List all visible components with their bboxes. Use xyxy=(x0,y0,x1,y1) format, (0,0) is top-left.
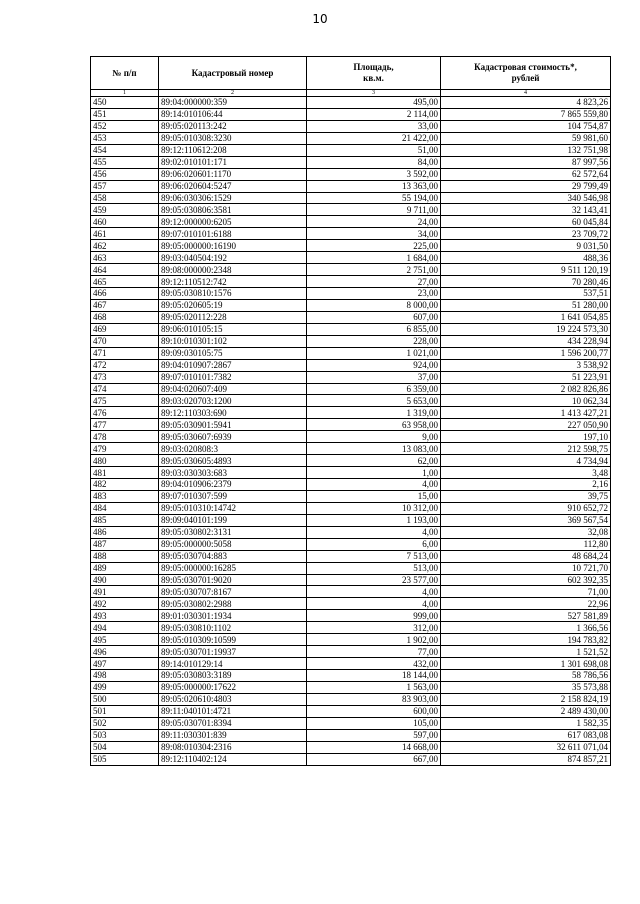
column-number: 4 xyxy=(441,90,611,97)
table-row xyxy=(91,574,611,586)
cadastral-number-cell: 89:05:030701:9020 xyxy=(159,574,307,586)
cost-cell: 3 538,92 xyxy=(441,359,611,371)
cadastral-number-cell: 89:07:010307:599 xyxy=(159,490,307,502)
area-cell: 432,00 xyxy=(307,658,441,670)
cost-cell: 2 489 430,00 xyxy=(441,705,611,717)
cost-cell: 58 786,56 xyxy=(441,670,611,682)
row-number-cell: 479 xyxy=(91,443,159,455)
area-cell: 1 684,00 xyxy=(307,252,441,264)
cadastral-number-cell: 89:05:010310:14742 xyxy=(159,502,307,514)
table-row xyxy=(91,299,611,311)
header-area xyxy=(307,57,441,90)
row-number-cell: 468 xyxy=(91,311,159,323)
table-row xyxy=(91,598,611,610)
area-cell: 13 363,00 xyxy=(307,180,441,192)
area-cell: 7 513,00 xyxy=(307,550,441,562)
table-row xyxy=(91,407,611,419)
cadastral-number-cell: 89:06:020601:1170 xyxy=(159,168,307,180)
area-cell: 312,00 xyxy=(307,622,441,634)
area-cell: 924,00 xyxy=(307,359,441,371)
cadastral-number-cell: 89:12:110303:690 xyxy=(159,407,307,419)
table-row xyxy=(91,371,611,383)
cost-cell: 369 567,54 xyxy=(441,514,611,526)
table-row xyxy=(91,550,611,562)
table-row xyxy=(91,658,611,670)
table-row xyxy=(91,335,611,347)
cost-cell: 9 511 120,19 xyxy=(441,264,611,276)
table-body xyxy=(91,97,611,766)
row-number-cell: 501 xyxy=(91,705,159,717)
cost-cell: 29 799,49 xyxy=(441,180,611,192)
table-row xyxy=(91,323,611,335)
table-row xyxy=(91,586,611,598)
table-row xyxy=(91,479,611,491)
area-cell: 495,00 xyxy=(307,97,441,109)
row-number-cell: 476 xyxy=(91,407,159,419)
cadastral-number-cell: 89:05:000000:16190 xyxy=(159,240,307,252)
row-number-cell: 494 xyxy=(91,622,159,634)
area-cell: 2 114,00 xyxy=(307,108,441,120)
area-cell: 3 592,00 xyxy=(307,168,441,180)
row-number-cell: 465 xyxy=(91,276,159,288)
cadastral-table xyxy=(90,56,611,766)
row-number-cell: 450 xyxy=(91,97,159,109)
cadastral-number-cell: 89:05:020605:19 xyxy=(159,299,307,311)
area-cell: 1 193,00 xyxy=(307,514,441,526)
header-cost xyxy=(441,57,611,90)
cadastral-number-cell: 89:10:010301:102 xyxy=(159,335,307,347)
area-cell: 513,00 xyxy=(307,562,441,574)
table-row xyxy=(91,240,611,252)
cost-cell: 1 582,35 xyxy=(441,717,611,729)
area-cell: 2 751,00 xyxy=(307,264,441,276)
header-area-line1: Площадь, xyxy=(353,62,394,72)
cost-cell: 112,80 xyxy=(441,538,611,550)
row-number-cell: 470 xyxy=(91,335,159,347)
table-row xyxy=(91,514,611,526)
area-cell: 27,00 xyxy=(307,276,441,288)
area-cell: 6 359,00 xyxy=(307,383,441,395)
cadastral-number-cell: 89:06:030306:1529 xyxy=(159,192,307,204)
row-number-cell: 473 xyxy=(91,371,159,383)
table-row xyxy=(91,741,611,753)
table-row xyxy=(91,264,611,276)
row-number-cell: 451 xyxy=(91,108,159,120)
table-row xyxy=(91,419,611,431)
cost-cell: 527 581,89 xyxy=(441,610,611,622)
table-row xyxy=(91,347,611,359)
area-cell: 18 144,00 xyxy=(307,670,441,682)
cost-cell: 1 366,56 xyxy=(441,622,611,634)
cadastral-number-cell: 89:06:020604:5247 xyxy=(159,180,307,192)
area-cell: 225,00 xyxy=(307,240,441,252)
area-cell: 4,00 xyxy=(307,598,441,610)
cadastral-number-cell: 89:03:020703:1200 xyxy=(159,395,307,407)
table-row xyxy=(91,144,611,156)
row-number-cell: 496 xyxy=(91,646,159,658)
table-row xyxy=(91,705,611,717)
cost-cell: 1 521,52 xyxy=(441,646,611,658)
area-cell: 13 083,00 xyxy=(307,443,441,455)
cost-cell: 7 865 559,80 xyxy=(441,108,611,120)
cost-cell: 434 228,94 xyxy=(441,335,611,347)
table-row xyxy=(91,252,611,264)
area-cell: 4,00 xyxy=(307,586,441,598)
row-number-cell: 460 xyxy=(91,216,159,228)
column-number: 3 xyxy=(307,90,441,97)
row-number-cell: 466 xyxy=(91,288,159,300)
row-number-cell: 461 xyxy=(91,228,159,240)
table-row xyxy=(91,168,611,180)
table-row xyxy=(91,753,611,765)
cost-cell: 910 652,72 xyxy=(441,502,611,514)
cost-cell: 60 045,84 xyxy=(441,216,611,228)
area-cell: 83 903,00 xyxy=(307,693,441,705)
cadastral-number-cell: 89:05:030802:2988 xyxy=(159,598,307,610)
table-row xyxy=(91,120,611,132)
area-cell: 37,00 xyxy=(307,371,441,383)
row-number-cell: 454 xyxy=(91,144,159,156)
table-row xyxy=(91,132,611,144)
cadastral-number-cell: 89:12:110512:742 xyxy=(159,276,307,288)
column-number: 2 xyxy=(159,90,307,97)
cost-cell: 32,08 xyxy=(441,526,611,538)
area-cell: 9,00 xyxy=(307,431,441,443)
row-number-cell: 487 xyxy=(91,538,159,550)
row-number-cell: 488 xyxy=(91,550,159,562)
row-number-cell: 495 xyxy=(91,634,159,646)
row-number-cell: 463 xyxy=(91,252,159,264)
row-number-cell: 498 xyxy=(91,670,159,682)
cost-cell: 1 641 054,85 xyxy=(441,311,611,323)
cost-cell: 340 546,98 xyxy=(441,192,611,204)
cadastral-number-cell: 89:05:030806:3581 xyxy=(159,204,307,216)
area-cell: 5 653,00 xyxy=(307,395,441,407)
area-cell: 999,00 xyxy=(307,610,441,622)
cost-cell: 3,48 xyxy=(441,467,611,479)
cadastral-number-cell: 89:04:020607:409 xyxy=(159,383,307,395)
area-cell: 62,00 xyxy=(307,455,441,467)
cost-cell: 48 684,24 xyxy=(441,550,611,562)
table-row xyxy=(91,670,611,682)
cost-cell: 59 981,60 xyxy=(441,132,611,144)
row-number-cell: 456 xyxy=(91,168,159,180)
area-cell: 77,00 xyxy=(307,646,441,658)
table-row xyxy=(91,383,611,395)
cadastral-number-cell: 89:02:010101:171 xyxy=(159,156,307,168)
table-row xyxy=(91,622,611,634)
cadastral-number-cell: 89:05:030803:3189 xyxy=(159,670,307,682)
cost-cell: 1 301 698,08 xyxy=(441,658,611,670)
row-number-cell: 484 xyxy=(91,502,159,514)
cadastral-number-cell: 89:05:030901:5941 xyxy=(159,419,307,431)
cadastral-number-cell: 89:05:020113:242 xyxy=(159,120,307,132)
area-cell: 6,00 xyxy=(307,538,441,550)
row-number-cell: 464 xyxy=(91,264,159,276)
table-row xyxy=(91,156,611,168)
cost-cell: 22,96 xyxy=(441,598,611,610)
area-cell: 1 902,00 xyxy=(307,634,441,646)
cadastral-number-cell: 89:05:010308:3230 xyxy=(159,132,307,144)
table-row xyxy=(91,431,611,443)
area-cell: 23,00 xyxy=(307,288,441,300)
area-cell: 597,00 xyxy=(307,729,441,741)
cost-cell: 35 573,88 xyxy=(441,681,611,693)
cost-cell: 194 783,82 xyxy=(441,634,611,646)
row-number-cell: 486 xyxy=(91,526,159,538)
area-cell: 105,00 xyxy=(307,717,441,729)
area-cell: 24,00 xyxy=(307,216,441,228)
area-cell: 6 855,00 xyxy=(307,323,441,335)
table-row xyxy=(91,646,611,658)
cost-cell: 602 392,35 xyxy=(441,574,611,586)
row-number-cell: 503 xyxy=(91,729,159,741)
cost-cell: 227 050,90 xyxy=(441,419,611,431)
cost-cell: 2,16 xyxy=(441,479,611,491)
cadastral-number-cell: 89:08:010304:2316 xyxy=(159,741,307,753)
header-cost-line1: Кадастровая стоимость*, xyxy=(474,62,577,72)
area-cell: 23 577,00 xyxy=(307,574,441,586)
area-cell: 667,00 xyxy=(307,753,441,765)
table-row xyxy=(91,443,611,455)
cadastral-number-cell: 89:11:030301:839 xyxy=(159,729,307,741)
table-row xyxy=(91,538,611,550)
area-cell: 1 563,00 xyxy=(307,681,441,693)
header-cadastral: Кадастровый номер xyxy=(159,57,307,90)
cost-cell: 874 857,21 xyxy=(441,753,611,765)
table-row xyxy=(91,502,611,514)
row-number-cell: 455 xyxy=(91,156,159,168)
area-cell: 10 312,00 xyxy=(307,502,441,514)
row-number-cell: 457 xyxy=(91,180,159,192)
cost-cell: 132 751,98 xyxy=(441,144,611,156)
header-area-line2: кв.м. xyxy=(363,73,384,83)
cadastral-number-cell: 89:05:030810:1576 xyxy=(159,288,307,300)
row-number-cell: 490 xyxy=(91,574,159,586)
cadastral-number-cell: 89:04:010906:2379 xyxy=(159,479,307,491)
row-number-cell: 467 xyxy=(91,299,159,311)
cadastral-number-cell: 89:03:030303:683 xyxy=(159,467,307,479)
row-number-cell: 458 xyxy=(91,192,159,204)
cost-cell: 39,75 xyxy=(441,490,611,502)
table-row xyxy=(91,729,611,741)
row-number-cell: 472 xyxy=(91,359,159,371)
cost-cell: 51 280,00 xyxy=(441,299,611,311)
cadastral-number-cell: 89:05:000000:17622 xyxy=(159,681,307,693)
table-row xyxy=(91,490,611,502)
row-number-cell: 482 xyxy=(91,479,159,491)
table-row xyxy=(91,311,611,323)
cost-cell: 62 572,64 xyxy=(441,168,611,180)
row-number-cell: 478 xyxy=(91,431,159,443)
cadastral-number-cell: 89:11:040101:4721 xyxy=(159,705,307,717)
cadastral-number-cell: 89:05:030810:1102 xyxy=(159,622,307,634)
cost-cell: 9 031,50 xyxy=(441,240,611,252)
table-row xyxy=(91,526,611,538)
row-number-cell: 502 xyxy=(91,717,159,729)
cost-cell: 4 734,94 xyxy=(441,455,611,467)
area-cell: 55 194,00 xyxy=(307,192,441,204)
cadastral-number-cell: 89:05:030701:8394 xyxy=(159,717,307,729)
table-row xyxy=(91,216,611,228)
row-number-cell: 453 xyxy=(91,132,159,144)
cadastral-number-cell: 89:12:110612:208 xyxy=(159,144,307,156)
cost-cell: 71,00 xyxy=(441,586,611,598)
table-row xyxy=(91,467,611,479)
row-number-cell: 489 xyxy=(91,562,159,574)
cost-cell: 104 754,87 xyxy=(441,120,611,132)
cost-cell: 32 143,41 xyxy=(441,204,611,216)
table-header xyxy=(91,57,611,97)
cadastral-number-cell: 89:05:030607:6939 xyxy=(159,431,307,443)
row-number-cell: 499 xyxy=(91,681,159,693)
area-cell: 63 958,00 xyxy=(307,419,441,431)
area-cell: 84,00 xyxy=(307,156,441,168)
cadastral-number-cell: 89:09:030105:75 xyxy=(159,347,307,359)
cadastral-number-cell: 89:05:030704:883 xyxy=(159,550,307,562)
row-number-cell: 480 xyxy=(91,455,159,467)
row-number-cell: 493 xyxy=(91,610,159,622)
cadastral-number-cell: 89:05:020112:228 xyxy=(159,311,307,323)
row-number-cell: 500 xyxy=(91,693,159,705)
row-number-cell: 475 xyxy=(91,395,159,407)
table-row xyxy=(91,681,611,693)
row-number-cell: 471 xyxy=(91,347,159,359)
table-row xyxy=(91,276,611,288)
table-row xyxy=(91,717,611,729)
cadastral-number-cell: 89:05:010309:10599 xyxy=(159,634,307,646)
table-row xyxy=(91,395,611,407)
cost-cell: 197,10 xyxy=(441,431,611,443)
cost-cell: 537,51 xyxy=(441,288,611,300)
cost-cell: 10 062,34 xyxy=(441,395,611,407)
table-row xyxy=(91,562,611,574)
cadastral-number-cell: 89:09:040101:199 xyxy=(159,514,307,526)
area-cell: 8 000,00 xyxy=(307,299,441,311)
area-cell: 1 021,00 xyxy=(307,347,441,359)
area-cell: 1 319,00 xyxy=(307,407,441,419)
cadastral-number-cell: 89:14:010129:14 xyxy=(159,658,307,670)
cost-cell: 1 596 200,77 xyxy=(441,347,611,359)
cadastral-number-cell: 89:12:000000:6205 xyxy=(159,216,307,228)
area-cell: 14 668,00 xyxy=(307,741,441,753)
cadastral-number-cell: 89:12:110402:124 xyxy=(159,753,307,765)
row-number-cell: 483 xyxy=(91,490,159,502)
cost-cell: 51 223,91 xyxy=(441,371,611,383)
area-cell: 607,00 xyxy=(307,311,441,323)
cost-cell: 23 709,72 xyxy=(441,228,611,240)
header-cost-line2: рублей xyxy=(511,73,540,83)
cadastral-number-cell: 89:08:000000:2348 xyxy=(159,264,307,276)
area-cell: 9 711,00 xyxy=(307,204,441,216)
table-row xyxy=(91,204,611,216)
cadastral-number-cell: 89:05:030701:19937 xyxy=(159,646,307,658)
cadastral-number-cell: 89:01:030301:1934 xyxy=(159,610,307,622)
cost-cell: 70 280,46 xyxy=(441,276,611,288)
row-number-cell: 462 xyxy=(91,240,159,252)
cost-cell: 4 823,26 xyxy=(441,97,611,109)
cost-cell: 1 413 427,21 xyxy=(441,407,611,419)
row-number-cell: 491 xyxy=(91,586,159,598)
table-row xyxy=(91,228,611,240)
cost-cell: 488,36 xyxy=(441,252,611,264)
cost-cell: 19 224 573,30 xyxy=(441,323,611,335)
row-number-cell: 459 xyxy=(91,204,159,216)
table-row xyxy=(91,693,611,705)
column-number: 1 xyxy=(91,90,159,97)
row-number-cell: 481 xyxy=(91,467,159,479)
header-num: № п/п xyxy=(91,57,159,90)
table-row xyxy=(91,359,611,371)
area-cell: 228,00 xyxy=(307,335,441,347)
cost-cell: 617 083,08 xyxy=(441,729,611,741)
area-cell: 4,00 xyxy=(307,479,441,491)
table-row xyxy=(91,192,611,204)
cost-cell: 87 997,56 xyxy=(441,156,611,168)
cost-cell: 10 721,70 xyxy=(441,562,611,574)
row-number-cell: 452 xyxy=(91,120,159,132)
row-number-cell: 477 xyxy=(91,419,159,431)
area-cell: 33,00 xyxy=(307,120,441,132)
cost-cell: 2 158 824,19 xyxy=(441,693,611,705)
cost-cell: 2 082 826,86 xyxy=(441,383,611,395)
table-row xyxy=(91,180,611,192)
cadastral-number-cell: 89:03:020808:3 xyxy=(159,443,307,455)
table-row xyxy=(91,610,611,622)
row-number-cell: 492 xyxy=(91,598,159,610)
cadastral-number-cell: 89:04:000000:359 xyxy=(159,97,307,109)
row-number-cell: 469 xyxy=(91,323,159,335)
table-row xyxy=(91,108,611,120)
area-cell: 34,00 xyxy=(307,228,441,240)
area-cell: 15,00 xyxy=(307,490,441,502)
area-cell: 4,00 xyxy=(307,526,441,538)
table-row xyxy=(91,634,611,646)
cadastral-number-cell: 89:05:000000:16285 xyxy=(159,562,307,574)
cadastral-number-cell: 89:05:030707:8167 xyxy=(159,586,307,598)
cost-cell: 32 611 071,04 xyxy=(441,741,611,753)
table-row xyxy=(91,97,611,109)
cadastral-number-cell: 89:14:010106:44 xyxy=(159,108,307,120)
table-row xyxy=(91,288,611,300)
cadastral-number-cell: 89:05:030802:3131 xyxy=(159,526,307,538)
page-number: 10 xyxy=(312,12,328,26)
area-cell: 51,00 xyxy=(307,144,441,156)
cadastral-number-cell: 89:07:010101:6188 xyxy=(159,228,307,240)
table-row xyxy=(91,455,611,467)
cadastral-number-cell: 89:04:010907:2867 xyxy=(159,359,307,371)
cost-cell: 212 598,75 xyxy=(441,443,611,455)
row-number-cell: 497 xyxy=(91,658,159,670)
area-cell: 21 422,00 xyxy=(307,132,441,144)
cadastral-number-cell: 89:05:030605:4893 xyxy=(159,455,307,467)
cadastral-number-cell: 89:03:040504:192 xyxy=(159,252,307,264)
row-number-cell: 504 xyxy=(91,741,159,753)
cadastral-number-cell: 89:07:010101:7382 xyxy=(159,371,307,383)
cadastral-number-cell: 89:06:010105:15 xyxy=(159,323,307,335)
cadastral-number-cell: 89:05:020610:4803 xyxy=(159,693,307,705)
area-cell: 1,00 xyxy=(307,467,441,479)
row-number-cell: 485 xyxy=(91,514,159,526)
area-cell: 600,00 xyxy=(307,705,441,717)
cadastral-number-cell: 89:05:000000:5058 xyxy=(159,538,307,550)
row-number-cell: 474 xyxy=(91,383,159,395)
row-number-cell: 505 xyxy=(91,753,159,765)
